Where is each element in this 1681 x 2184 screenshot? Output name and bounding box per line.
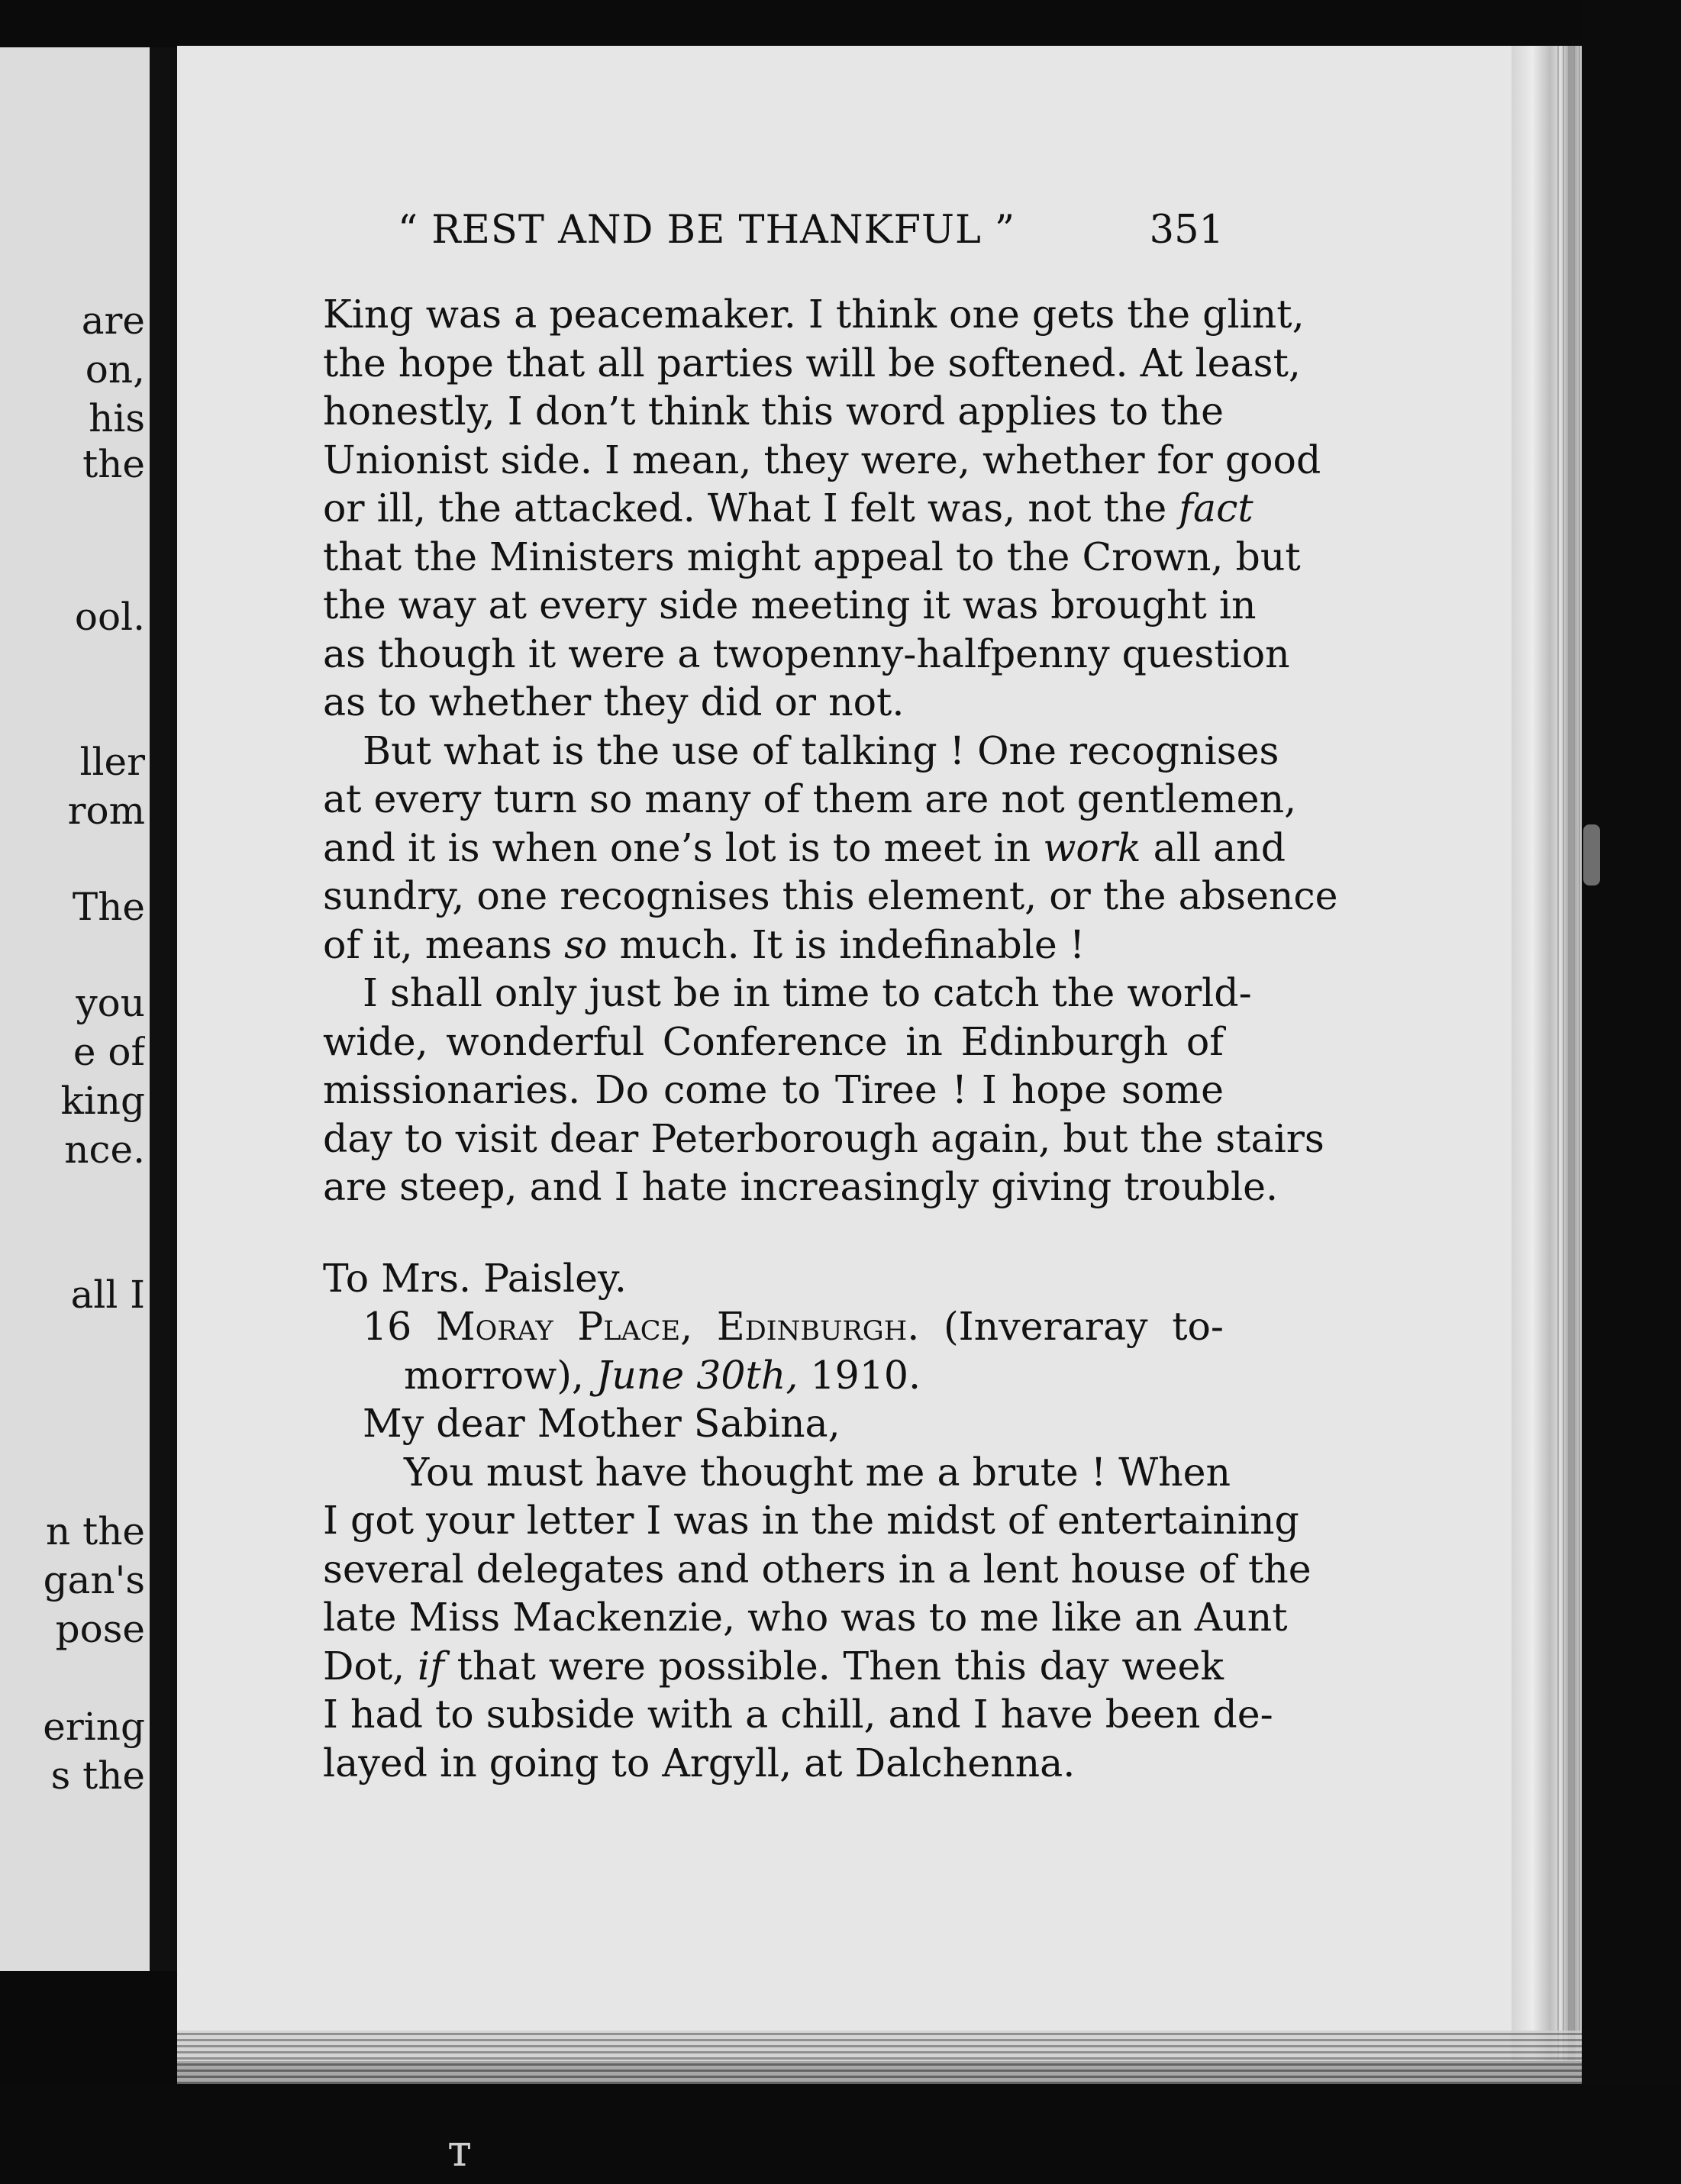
- text-line: honestly, I don’t think this word applies to the: [323, 389, 1224, 434]
- text-line: King was a peacemaker. I think one gets the glint,: [323, 292, 1305, 337]
- left-page-fragment: ool.: [74, 595, 145, 639]
- text-run: much. It is indefinable !: [607, 921, 1086, 967]
- text-line: the way at every side meeting it was brought in: [323, 582, 1257, 627]
- left-page-fragment: the: [82, 442, 145, 486]
- italic-word: work: [1043, 824, 1141, 870]
- text-line: But what is the use of talking ! One recognises: [363, 727, 1279, 773]
- letter-date: [323, 1351, 1224, 1400]
- left-page-fragment: s the: [50, 1753, 145, 1798]
- text-line: that the Ministers might appeal to the Crown, but: [323, 534, 1301, 579]
- text-line: wide, wonderful Conference in Edinburgh of: [323, 1018, 1224, 1064]
- text-line: are steep, and I hate increasingly giving trouble.: [323, 1164, 1279, 1209]
- text-line: at every turn so many of them are not gentlemen,: [323, 776, 1297, 821]
- letter-address: [323, 1302, 1224, 1351]
- text-run: morrow),: [404, 1352, 597, 1398]
- text-run: or ill, the attacked. What I felt was, not the: [323, 486, 1179, 531]
- text-line: I shall only just be in time to catch the world-: [363, 970, 1252, 1015]
- text-line: Unionist side. I mean, they were, whether for good: [323, 437, 1321, 482]
- left-page-fragment: are: [81, 298, 145, 343]
- text-line: as though it were a twopenny-halfpenny question: [323, 631, 1290, 676]
- scan-bottom-border: [0, 2084, 1681, 2184]
- text-line: [323, 1642, 1224, 1691]
- left-page-fragment: nce.: [64, 1127, 145, 1172]
- left-page-fragment: rom: [67, 789, 145, 833]
- text-line: I had to subside with a chill, and I have been de-: [323, 1692, 1273, 1737]
- left-page-fragment: The: [72, 885, 145, 929]
- left-page-fragment: all I: [70, 1273, 145, 1317]
- text-run: of it, means: [323, 921, 565, 967]
- left-page-fragment: you: [76, 981, 145, 1025]
- left-page-fragment: e of: [73, 1030, 145, 1074]
- left-page-fragment: king: [60, 1079, 145, 1123]
- left-page-fragment: on,: [85, 347, 145, 392]
- letter-recipient: To Mrs. Paisley.: [323, 1255, 627, 1301]
- text-run: (Inveraray to-: [919, 1304, 1224, 1349]
- italic-word: fact: [1179, 486, 1253, 531]
- left-page-fragment: his: [89, 396, 145, 440]
- text-line: [323, 824, 1286, 873]
- page-body: [323, 290, 1338, 1787]
- text-line: late Miss Mackenzie, who was to me like an Aunt: [323, 1595, 1288, 1640]
- scan-right-border: [1582, 0, 1681, 2184]
- text-run: Dot,: [323, 1643, 418, 1689]
- page-bottom-edges: [177, 2031, 1582, 2084]
- text-line: the hope that all parties will be softened. At least,: [323, 340, 1301, 386]
- left-page-fragment: gan's: [43, 1558, 145, 1602]
- text-run: 1910.: [798, 1352, 921, 1398]
- pin-mark: ᴛ: [447, 2124, 473, 2176]
- text-line: [323, 484, 1253, 533]
- left-page-fragment: ller: [79, 740, 145, 784]
- address-place: Moray Place, Edinburgh.: [435, 1304, 920, 1349]
- italic-word: so: [564, 921, 608, 967]
- page-number: 351: [1149, 208, 1224, 253]
- text-run: all and: [1141, 824, 1286, 870]
- text-line: You must have thought me a brute ! When: [404, 1449, 1231, 1495]
- book-gutter: [150, 47, 177, 1971]
- left-page-fragment: ering: [43, 1705, 145, 1749]
- text-run: 16: [363, 1304, 436, 1349]
- text-run: that were possible. Then this day week: [444, 1643, 1224, 1689]
- left-page-fragment: pose: [55, 1607, 145, 1651]
- running-header: [323, 208, 1224, 261]
- letter-salutation: My dear Mother Sabina,: [363, 1401, 840, 1446]
- text-line: day to visit dear Peterborough again, but the stairs: [323, 1115, 1324, 1161]
- italic-date: June 30th,: [596, 1352, 799, 1398]
- italic-word: if: [418, 1643, 444, 1689]
- section-gap: [323, 1211, 1224, 1254]
- text-line: several delegates and others in a lent house of the: [323, 1546, 1312, 1592]
- text-line: missionaries. Do come to Tiree ! I hope some: [323, 1067, 1224, 1112]
- binding-clip: [1583, 824, 1600, 886]
- text-line: layed in going to Argyll, at Dalchenna.: [323, 1740, 1076, 1786]
- running-title: “ REST AND BE THANKFUL ”: [398, 208, 1016, 253]
- text-run: and it is when one’s lot is to meet in: [323, 824, 1044, 870]
- text-line: as to whether they did or not.: [323, 679, 905, 724]
- text-line: [323, 921, 1224, 969]
- left-page-fragment: n the: [46, 1509, 145, 1553]
- text-line: I got your letter I was in the midst of entertaining: [323, 1498, 1299, 1543]
- text-line: sundry, one recognises this element, or the absence: [323, 873, 1338, 918]
